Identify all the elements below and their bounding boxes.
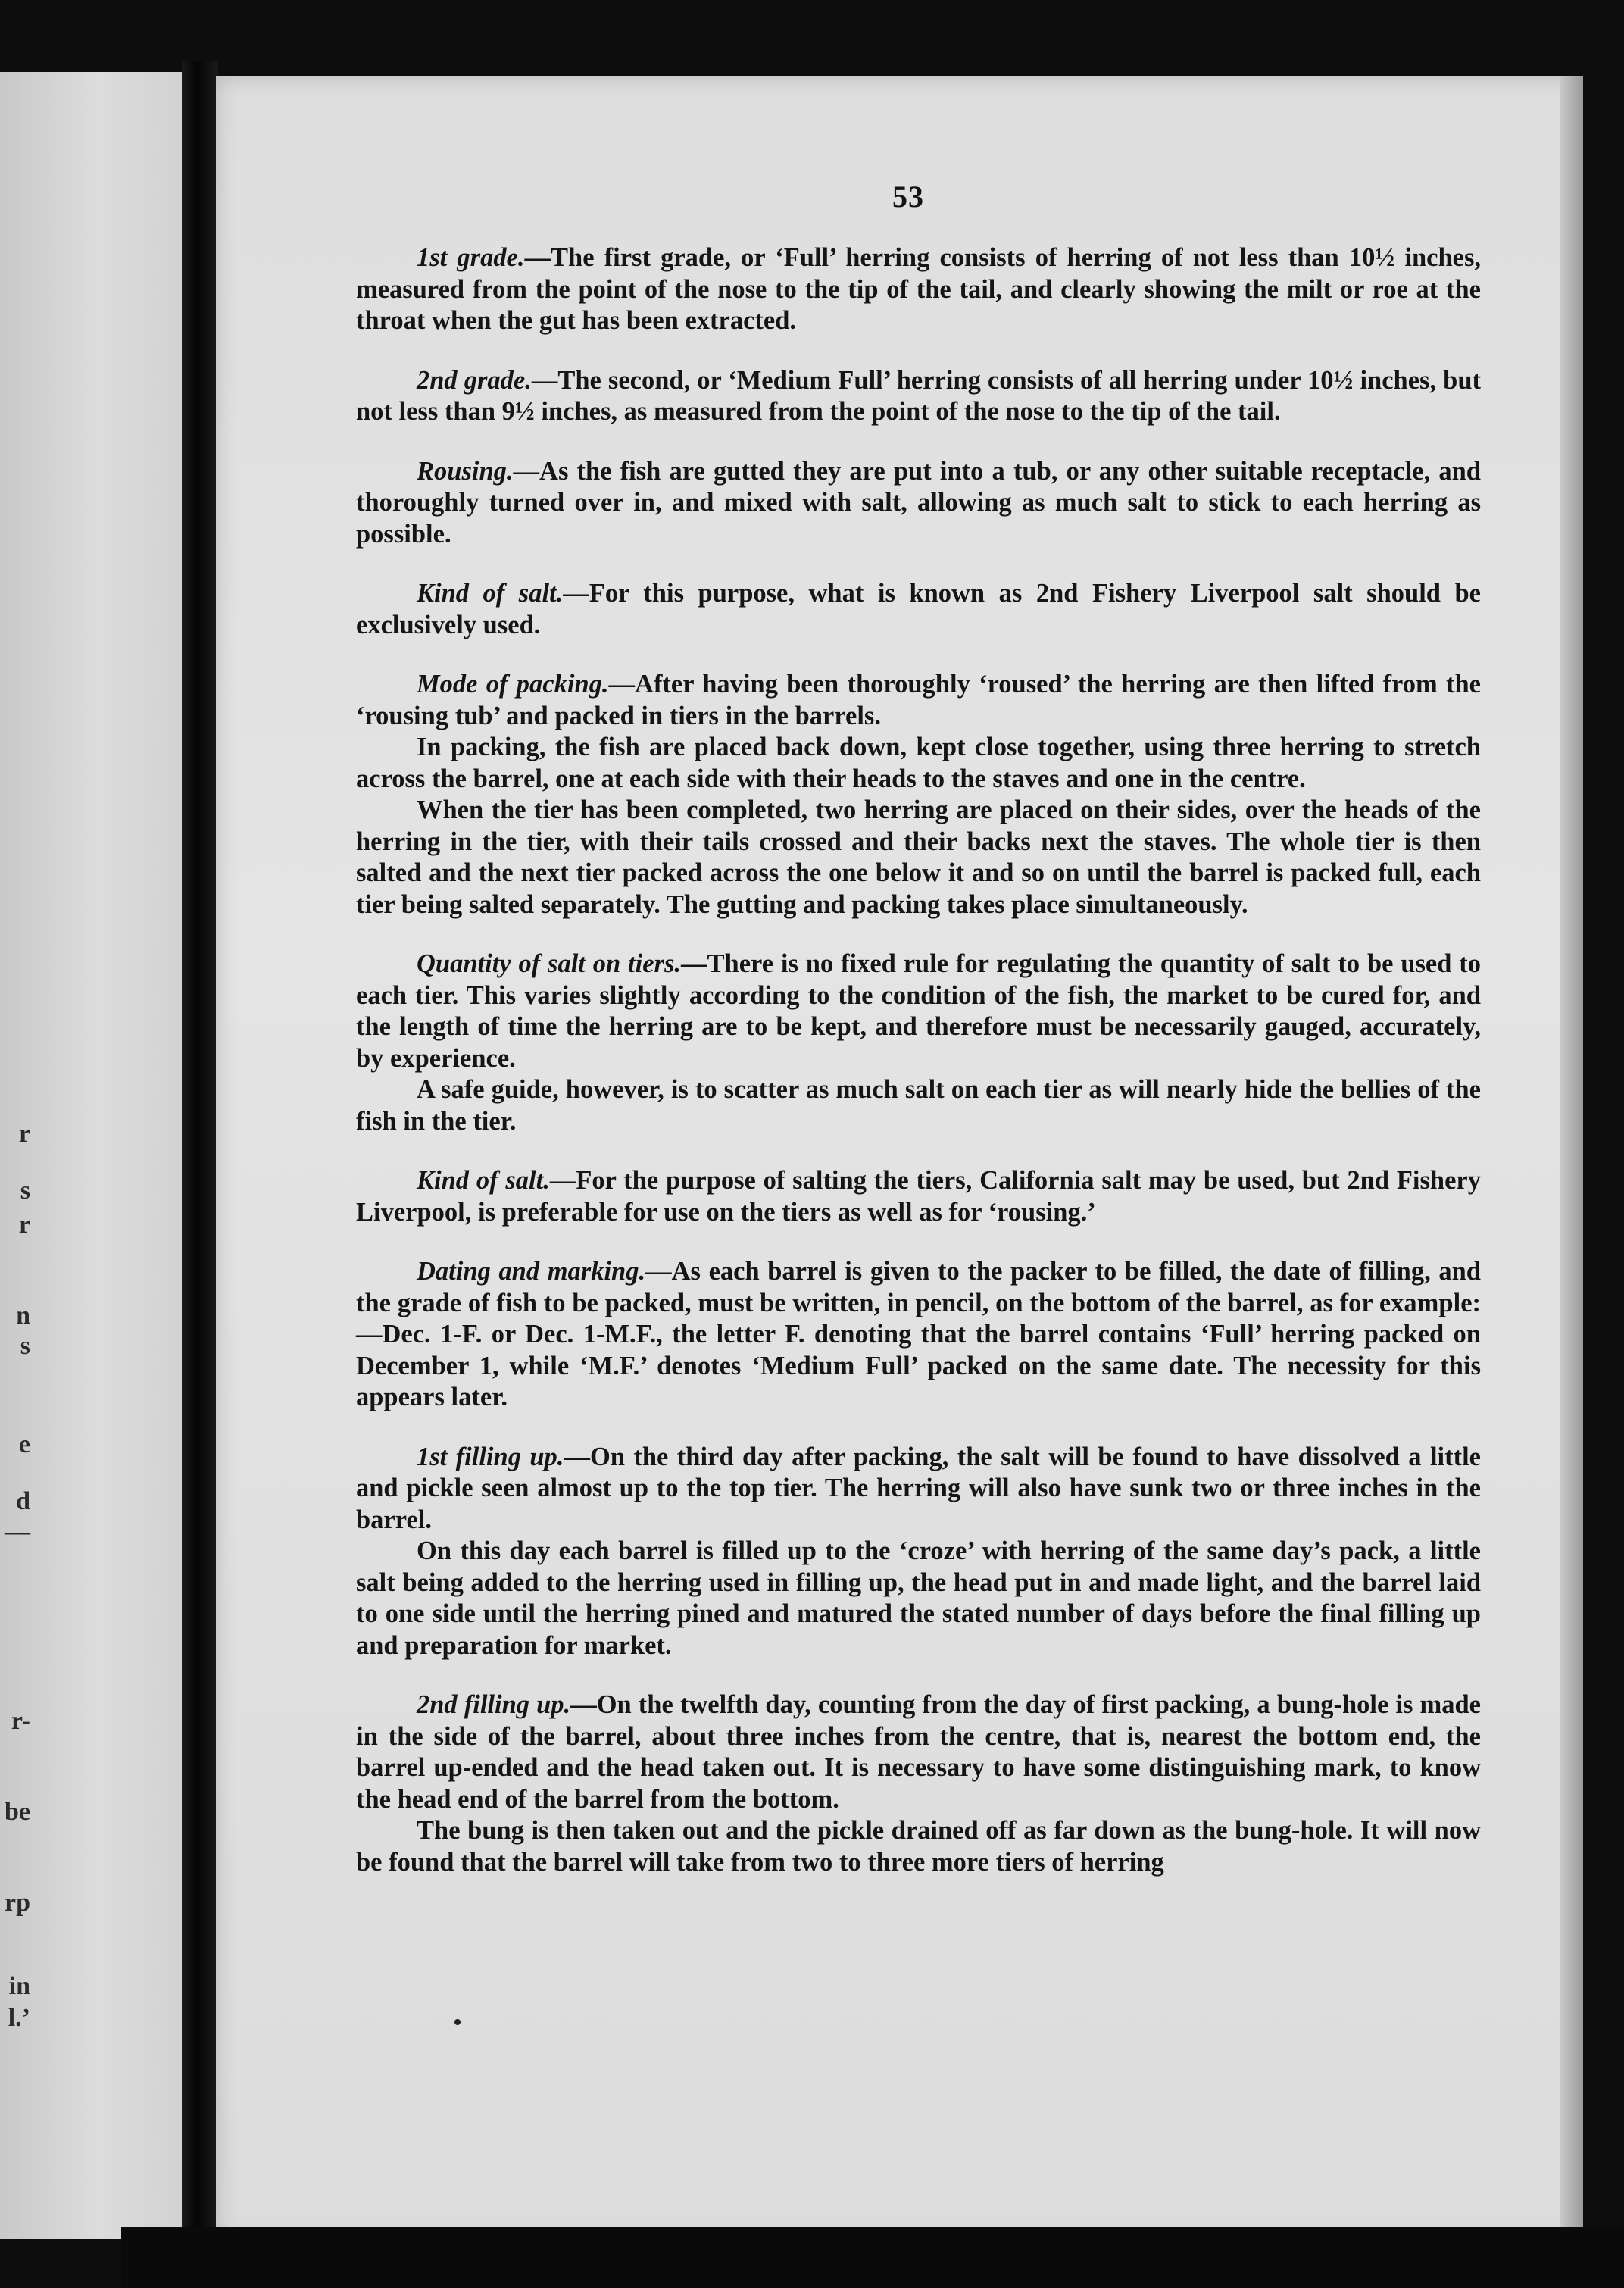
- paragraph-text: —On the twelfth day, counting from the day of first packing, a bung-hole is made in the side of the barrel, about three inches from the centre, that is, nearest the bottom end, the barrel up-ended and the head taken out. It is necessary to have some distinguishing mark, to know the head end of the barrel from the bottom.: [356, 1690, 1481, 1814]
- paragraph-text: —The first grade, or ‘Full’ herring consists of herring of not less than 10½ inches, measured from the point of the nose to the tip of the tail, and clearly showing the milt or roe at the throat when the gut has been extracted.: [356, 243, 1482, 335]
- fragment-text: be: [5, 1798, 30, 1826]
- paragraph-text: —As the fish are gutted they are put into a tub, or any other suitable receptacle, and thoroughly turned over in, and mixed with salt, allowing as much salt to stick to each herring as possible.: [356, 456, 1481, 549]
- fragment-text: e: [18, 1430, 30, 1458]
- paragraph-text: —After having been thoroughly ‘roused’ the herring are then lifted from the ‘rousing tub’ and packed in tiers in the barrels.: [356, 670, 1481, 730]
- paragraph: [356, 1165, 1481, 1228]
- paragraph-heading: 1st filling up.: [417, 1442, 564, 1471]
- paragraph-heading: 2nd filling up.: [417, 1690, 571, 1719]
- paragraph: [356, 1536, 1481, 1661]
- paragraph: [356, 1815, 1481, 1878]
- fragment-text: l.’: [8, 2004, 30, 2032]
- ink-speck: [454, 2019, 461, 2025]
- paragraph-text: A safe guide, however, is to scatter as much salt on each tier as will nearly hide the bellies of the fish in the tier.: [356, 1075, 1481, 1136]
- paragraph-text: —For this purpose, what is known as 2nd Fishery Liverpool salt should be exclusively used.: [356, 579, 1481, 639]
- paragraph-heading: 1st grade.: [417, 243, 525, 272]
- paragraph: [356, 795, 1481, 921]
- paragraph-text: On this day each barrel is filled up to the ‘croze’ with herring of the same day’s pack, a little salt being added to the herring used in filling up, the head put in and made light, and the barrel laid to one side until the herring pined and matured the stated number of days before the final filling up and preparation for market.: [356, 1536, 1481, 1660]
- paragraph: [356, 669, 1481, 732]
- paragraph-heading: Kind of salt.: [417, 579, 564, 608]
- paragraph: [356, 1256, 1481, 1414]
- paragraph: [356, 732, 1481, 795]
- paragraph-heading: Quantity of salt on tiers.: [417, 949, 681, 978]
- scan-border: [121, 2227, 1624, 2288]
- paragraph-text: The bung is then taken out and the pickle drained off as far down as the bung-hole. It will now be found that the barrel will take from two to three more tiers of herring: [356, 1816, 1481, 1877]
- page-number: 53: [892, 180, 924, 214]
- paragraph: [356, 456, 1481, 551]
- fragment-text: r: [18, 1211, 30, 1239]
- paragraph: [356, 1442, 1481, 1536]
- fragment-text: s: [20, 1177, 30, 1205]
- paragraph-text: —There is no fixed rule for regulating the quantity of salt to be used to each tier. This varies slightly according to the condition of the fish, the market to be cured for, and the length of time the herring are to be kept, and therefore must be necessarily gauged, accurately, by experience.: [356, 949, 1482, 1073]
- paragraph-text: —On the third day after packing, the salt will be found to have dissolved a little and pickle seen almost up to the top tier. The herring will also have sunk two or three inches in the barrel.: [356, 1442, 1481, 1534]
- fragment-text: s: [20, 1332, 30, 1360]
- fragment-text: r-: [11, 1707, 30, 1735]
- paragraph-text: —For the purpose of salting the tiers, California salt may be used, but 2nd Fishery Liverpool, is preferable for use on the tiers as well as for ‘rousing.’: [356, 1166, 1481, 1227]
- paragraph-text: —As each barrel is given to the packer to be filled, the date of filling, and the grade of fish to be packed, must be written, in pencil, on the bottom of the barrel, as for example:—Dec. 1-F. or Dec. 1-M.F., the letter F. denoting that the barrel contains ‘Full’ herring packed on December 1, while ‘M.F.’ denotes ‘Medium Full’ packed on the same date. The necessity for this appears later.: [356, 1257, 1481, 1411]
- fragment-text: —: [5, 1518, 30, 1546]
- paragraph: [356, 242, 1481, 337]
- paragraph: [356, 949, 1481, 1074]
- paragraph-heading: 2nd grade.: [417, 365, 532, 395]
- paragraph: [356, 1689, 1481, 1815]
- fragment-text: d: [16, 1487, 30, 1515]
- fragment-text: n: [16, 1302, 30, 1330]
- paragraph-text: In packing, the fish are placed back down, kept close together, using three herring to stretch across the barrel, one at each side with their heads to the staves and one in the centre.: [356, 733, 1481, 793]
- paragraph-text: —The second, or ‘Medium Full’ herring consists of all herring under 10½ inches, but not less than 9½ inches, as measured from the point of the nose to the tip of the tail.: [356, 365, 1481, 426]
- page-edge: [1560, 76, 1583, 2243]
- adjacent-page-fragment: [0, 72, 182, 2239]
- fragment-text: rp: [5, 1889, 30, 1917]
- paragraph: [356, 578, 1481, 641]
- paragraph-heading: Rousing.: [417, 456, 514, 486]
- fragment-text: in: [8, 1972, 30, 2000]
- paragraph-heading: Kind of salt.: [417, 1166, 550, 1195]
- paragraph-heading: Dating and marking.: [417, 1257, 646, 1286]
- paragraph-heading: Mode of packing.: [417, 670, 609, 699]
- paragraph-text: When the tier has been completed, two herring are placed on their sides, over the heads of the herring in the tier, with their tails crossed and their backs next the staves. The whole tier is then salted and the next tier packed across the one below it and so on until the barrel is packed full, each tier being salted separately. The gutting and packing takes place simultaneously.: [356, 795, 1481, 919]
- paragraph: [356, 1074, 1481, 1137]
- fragment-text: r: [18, 1120, 30, 1148]
- paragraph: [356, 365, 1481, 428]
- body-text: [356, 242, 1481, 1878]
- book-gutter: [182, 61, 218, 2250]
